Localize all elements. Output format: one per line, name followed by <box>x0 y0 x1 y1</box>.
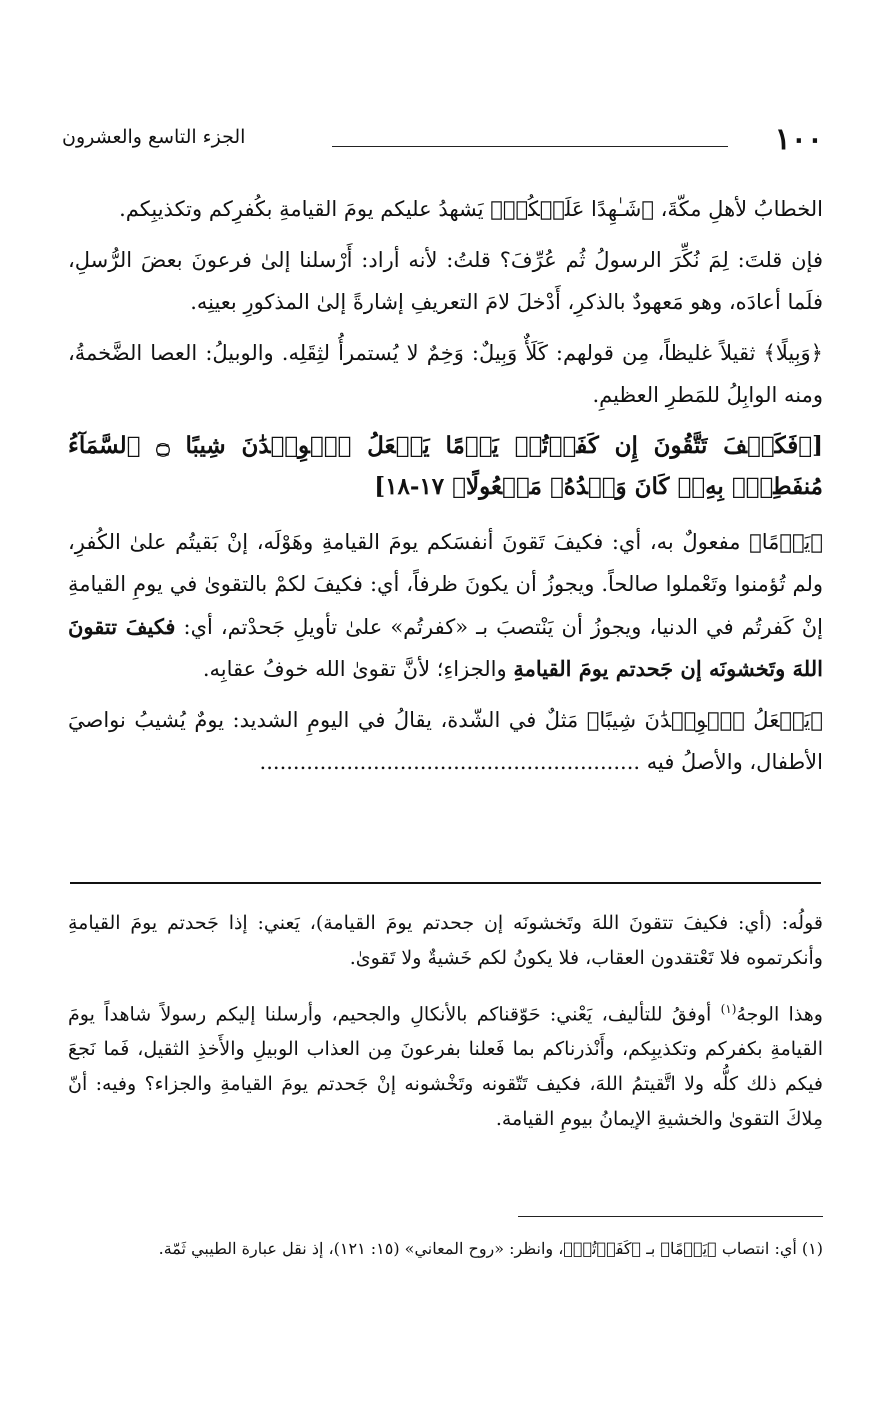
paragraph-text: والجزاءِ؛ لأنَّ تقوىٰ الله خوفُ عقابِه. <box>202 657 507 681</box>
paragraph: فإن قلتَ: لِمَ نُكِّرَ الرسولُ ثُم عُرِّفَ؟ قلتُ: لأنه أراد: أَرْسلنا إلىٰ فرعونَ بعضَ الرُّسلِ، فلَما أعادَه، وهو مَعهودٌ بالذكرِ، أَدْخلَ لامَ التعريفِ إشارةً إلىٰ المذكورِ بعينِه. <box>68 247 823 314</box>
commentary-paragraph: قولُه: (أي: فكيفَ تتقونَ اللهَ وتَخشونَه إن جحدتم يومَ القيامة)، يَعني: إذا جَحدتم يومَ القيامةِ وأنكرتموه فلا تَعْتقدون العقاب، فلا يكونُ لكم خَشيةٌ ولا تَقوىٰ. <box>68 912 823 969</box>
footnote: (١) أي: انتصاب ﴿يَوۡمًا﴾ بـ ﴿كَفَرۡتُمۡ﴾، وانظر: «روح المعاني» (١٥: ١٢١)، إذ نقل عبارة الطيبي ثَمّة. <box>158 1239 823 1258</box>
paragraph-text: أوفقُ للتأليف، يَعْني: حَوّقناكم بالأنكالِ والجحيم، وأرسلنا إليكم رسولاً شاهداً يومَ القيامةِ بكفركم وتكذيبِكم، وأَنْذرناكم بما فَعلنا بفرعونَ مِن العذاب الوبيلِ والأَخذِ الثقيل، فَما نَجعَ فيكم ذلك كلُّه ولا اتَّقيتمُ اللهَ، فكيف تَتّقونه وتَخْشونه إنْ جَحدتم يومَ القيامةِ والجزاء؟ وفيه: أنّ مِلاكَ التقوىٰ والخشيةِ الإيمانُ بيومِ القيامة. <box>68 1003 823 1131</box>
paragraph <box>68 699 823 784</box>
footnote-marker[interactable]: (١) <box>720 1002 737 1016</box>
header-rule <box>332 146 728 147</box>
paragraph: الخطابُ لأهلِ مكّةَ، ﴿شَـٰهِدًا عَلَيۡكُمۡ﴾ يَشهدُ عليكم يومَ القيامةِ بكُفرِكم وتكذيبِكم. <box>119 197 823 221</box>
continuation-dots: ......................................................... <box>259 750 641 774</box>
page-number: ١٠٠ <box>774 122 823 157</box>
footnote-rule <box>518 1216 823 1217</box>
main-text <box>68 188 823 792</box>
commentary-divider <box>70 882 821 884</box>
commentary-text <box>68 906 823 1153</box>
commentary-paragraph <box>68 992 823 1137</box>
running-title: الجزء التاسع والعشرون <box>62 126 246 148</box>
paragraph-text: ﴿يَجۡعَلُ ٱلۡوِلۡدَٰنَ شِيبًا﴾ مَثلٌ في الشّدة، يقالُ في اليومِ الشديد: يومٌ يُشيبُ نواصيَ الأطفال، والأصلُ فيه <box>68 707 823 774</box>
paragraph: ﴿وَبِيلًا﴾ ثقيلاً غليظاً، مِن قولهم: كَلَأٌ وَبِيلٌ: وَخِمٌ لا يُستمرأُ لثِقَلِه. والوبيلُ: العصا الضَّخمةُ، ومنه الوابِلُ للمَطرِ العظيمِ. <box>68 340 823 407</box>
paragraph-text: وهذا الوجهُ <box>736 1003 823 1026</box>
quoted-bold-text: فكيفَ تتقونَ اللهَ وتَخشونَه إن جَحدتم يومَ القيامةِ <box>68 613 823 681</box>
quran-verse-block: [﴿فَكَيۡفَ تَتَّقُونَ إِن كَفَرۡتُمۡ يَوۡمًا يَجۡعَلُ ٱلۡوِلۡدَٰنَ شِيبًا ۝ ٱلسَّمَآءُ مُنفَطِرُۢ بِهِۦۚ كَانَ وَعۡدُهُۥ مَفۡعُولًا﴾ ١٧-١٨] <box>68 431 823 500</box>
paragraph <box>68 521 823 691</box>
paragraph-text: ﴿يَوۡمًا﴾ مفعولٌ به، أي: فكيفَ تَقونَ أنفسَكم يومَ القيامةِ وهَوْلَه، إنْ بَقيتُم علىٰ الكُفرِ، ولم تُؤمنوا وتَعْملوا صالحاً. ويجوزُ أن يكونَ ظرفاً، أي: فكيفَ لكمْ بالتقوىٰ في يومِ القيامةِ إنْ كَفرتُم في الدنيا، ويجوزُ أن يَنْتصبَ بـ «كفرتُم» علىٰ تأويلِ جَحدْتم، أي: <box>68 529 823 639</box>
page-header <box>62 122 823 162</box>
